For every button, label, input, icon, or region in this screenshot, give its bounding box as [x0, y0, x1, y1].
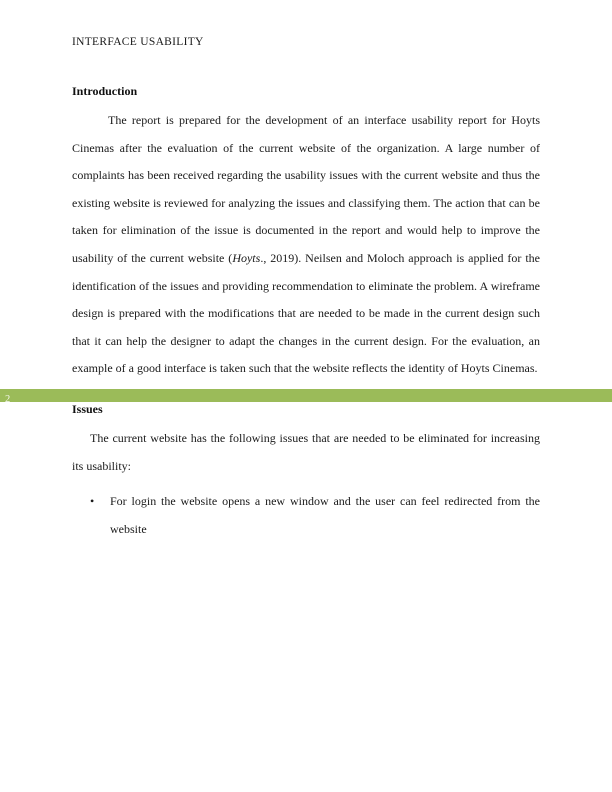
issues-bullet-list	[72, 488, 540, 543]
intro-text-after-citation: ., 2019). Neilsen and Moloch approach is applied for the identification of the issues and providing recommendation to eliminate the problem. A wireframe design is prepared with the modifications that are needed to be made in the current design such that it can help the designer to adapt the changes in the current design. For the evaluation, an example of a good interface is taken such that the website reflects the identity of Hoyts Cinemas.	[72, 250, 540, 376]
bullet-icon: •	[90, 494, 95, 508]
issues-heading: Issues	[72, 402, 103, 416]
running-header-text: INTERFACE USABILITY	[72, 36, 204, 48]
issue-bullet-item	[72, 488, 540, 543]
citation-source-italic: Hoyts	[232, 250, 261, 265]
page-number: 2	[5, 394, 11, 405]
intro-text-before-citation: The report is prepared for the development of an interface usability report for Hoyts Cinemas after the evaluation of the current website of the organization. A large number of complaints has been received regarding the usability issues with the current website and thus the existing website is reviewed for analyzing the issues and classifying them. The action that can be taken for elimination of the issue is documented in the report and would help to improve the usability of the current website (	[72, 113, 540, 265]
page-number-band	[0, 389, 612, 405]
issues-intro-paragraph: The current website has the following issues that are needed to be eliminated for increasing its usability:	[72, 431, 540, 473]
running-header	[72, 36, 204, 48]
introduction-paragraph	[72, 107, 540, 383]
issue-bullet-text: For login the website opens a new window and the user can feel redirected from the website	[110, 494, 540, 536]
introduction-heading: Introduction	[72, 84, 138, 98]
